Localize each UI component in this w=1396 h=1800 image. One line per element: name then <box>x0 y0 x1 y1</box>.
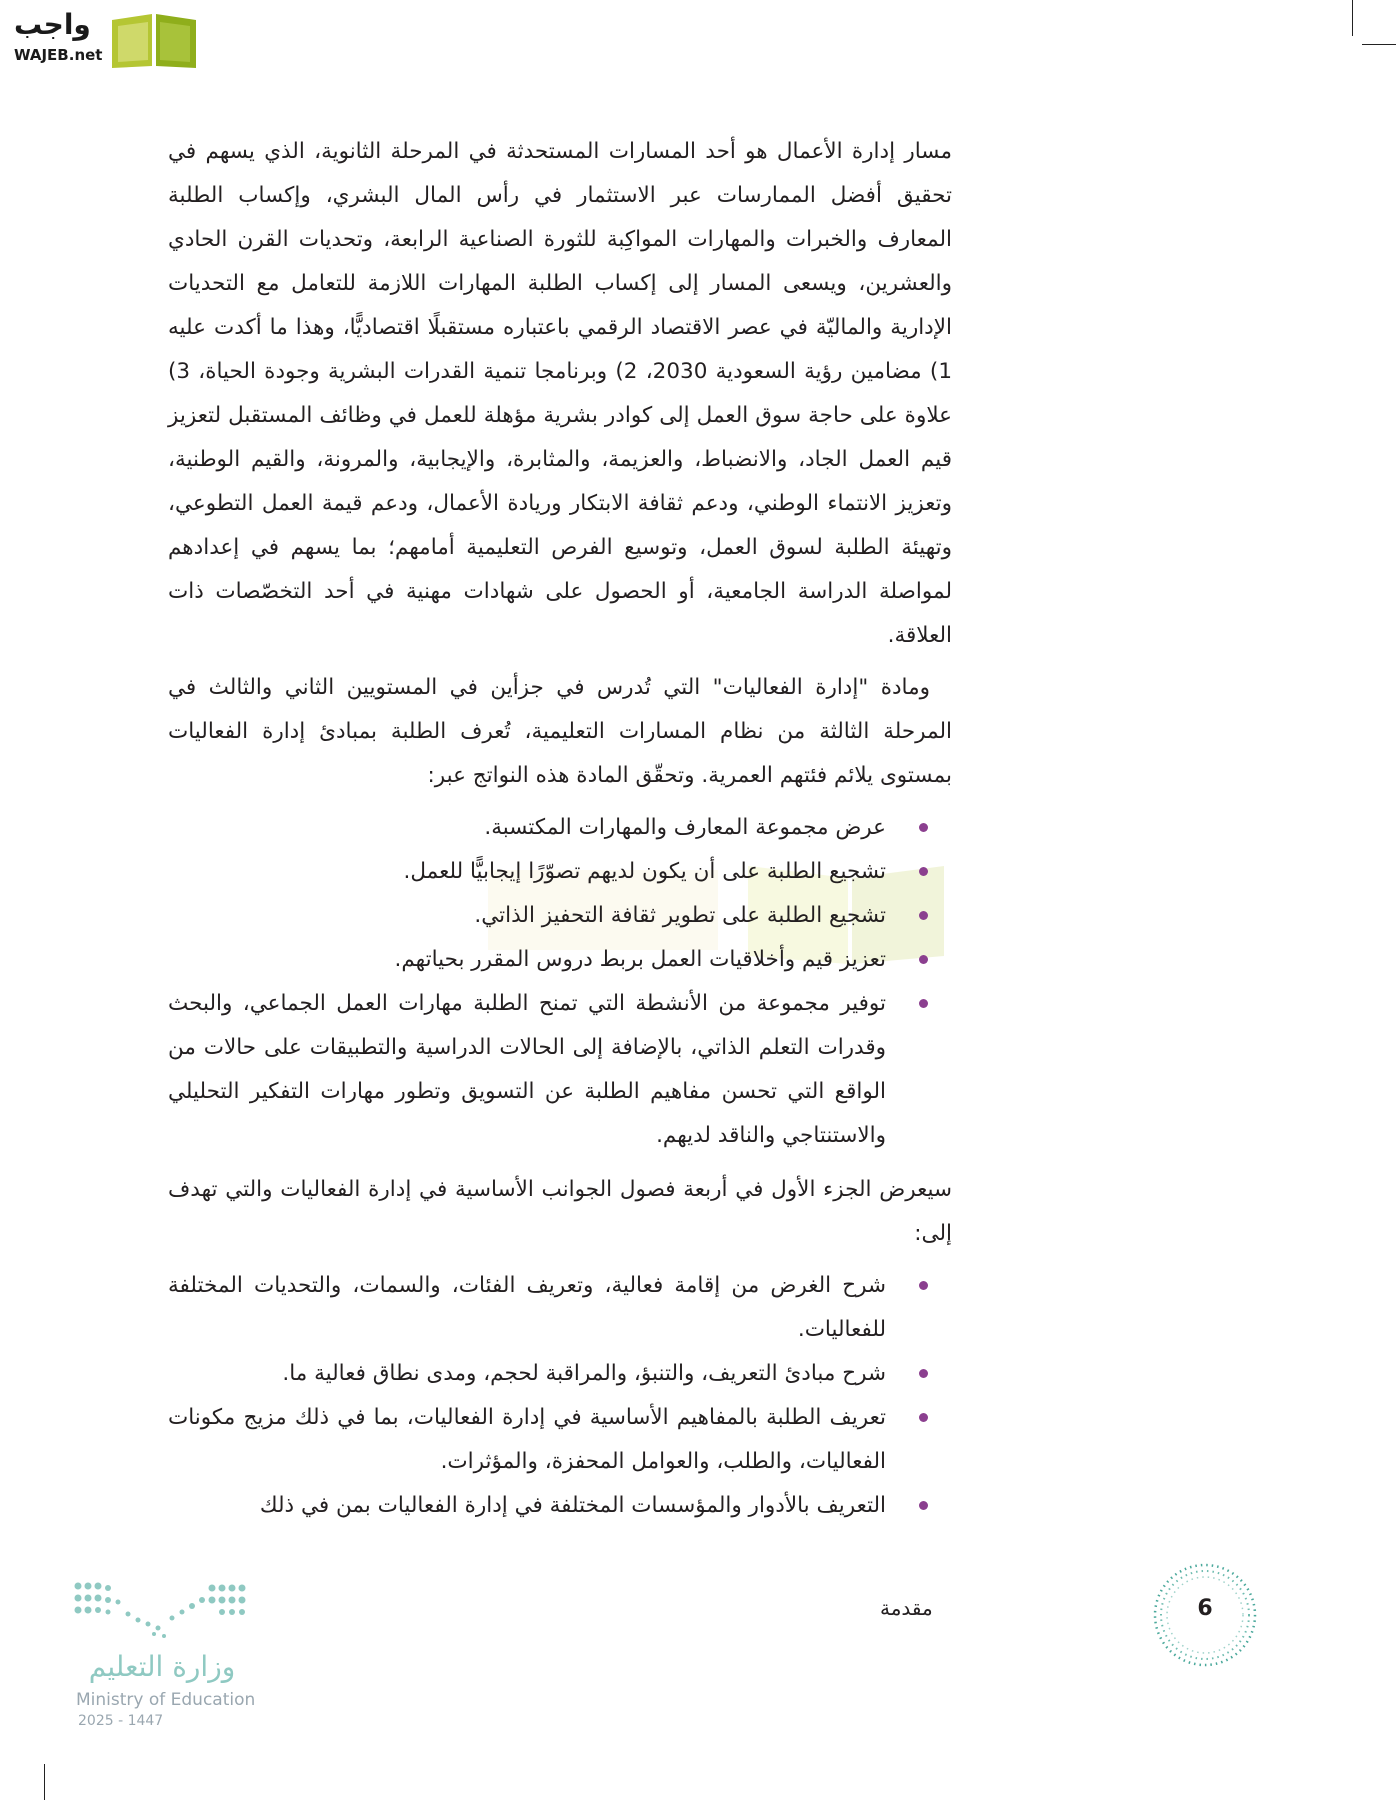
goals-list <box>168 1264 952 1528</box>
list-item: التعريف بالأدوار والمؤسسات المختلفة في إدارة الفعاليات بمن في ذلك <box>168 1484 886 1528</box>
bullet-icon <box>919 1281 928 1290</box>
bullet-icon <box>919 823 928 832</box>
list-item: شرح الغرض من إقامة فعالية، وتعريف الفئات، والسمات، والتحديات المختلفة للفعاليات. <box>168 1264 886 1352</box>
wajeb-logo[interactable] <box>12 8 192 70</box>
crop-mark-bottom <box>44 1764 45 1800</box>
part-one-paragraph: سيعرض الجزء الأول في أربعة فصول الجوانب الأساسية في إدارة الفعاليات والتي تهدف إلى: <box>168 1177 952 1246</box>
list-item: تعزيز قيم وأخلاقيات العمل بربط دروس المقرر بحياتهم. <box>168 938 886 982</box>
bullet-icon <box>919 1369 928 1378</box>
outcomes-list <box>168 806 952 1158</box>
crop-mark-horizontal <box>1362 44 1396 45</box>
list-item: تشجيع الطلبة على تطوير ثقافة التحفيز الذاتي. <box>168 894 886 938</box>
ministry-year: 2025 - 1447 <box>78 1713 164 1729</box>
bullet-icon <box>919 1413 928 1422</box>
list-item: تعريف الطلبة بالمفاهيم الأساسية في إدارة الفعاليات، بما في ذلك مزيج مكونات الفعاليات، والطلب، والعوامل المحفزة، والمؤثرات. <box>168 1396 886 1484</box>
list-item: شرح مبادئ التعريف، والتنبؤ، والمراقبة لحجم، ومدى نطاق فعالية ما. <box>168 1352 886 1396</box>
ministry-logo <box>72 1578 272 1738</box>
ministry-english-name: Ministry of Education <box>76 1690 256 1710</box>
logo-english-text: WAJEB.net <box>14 46 103 64</box>
bullet-icon <box>919 911 928 920</box>
book-icon <box>108 10 200 70</box>
bullet-icon <box>919 867 928 876</box>
subject-paragraph: ومادة "إدارة الفعاليات" التي تُدرس في جزأين في المستويين الثاني والثالث في المرحلة الثالثة من نظام المسارات التعليمية، تُعرف الطلبة بمبادئ إدارة الفعاليات بمستوى يلائم فئتهم العمرية. وتحقّق المادة هذه النواتج عبر: <box>168 675 952 788</box>
section-label: مقدمة <box>880 1596 933 1620</box>
bullet-icon <box>919 999 928 1008</box>
crop-mark-vertical <box>1352 0 1353 36</box>
bullet-icon <box>919 1501 928 1510</box>
list-item: عرض مجموعة المعارف والمهارات المكتسبة. <box>168 806 886 850</box>
ministry-arabic-name: وزارة التعليم <box>88 1650 236 1683</box>
page-number: 6 <box>1197 1596 1213 1621</box>
bullet-icon <box>919 955 928 964</box>
page-body <box>168 130 952 1538</box>
list-item: تشجيع الطلبة على أن يكون لديهم تصوّرًا إيجابيًّا للعمل. <box>168 850 886 894</box>
list-item: توفير مجموعة من الأنشطة التي تمنح الطلبة مهارات العمل الجماعي، والبحث وقدرات التعلم الذاتي، بالإضافة إلى الحالات الدراسية والتطبيقات على حالات من الواقع التي تحسن مفاهيم الطلبة عن التسويق وتطور مهارات التفكير التحليلي والاستنتاجي والناقد لديهم. <box>168 982 886 1158</box>
ministry-dots-icon <box>72 1578 252 1642</box>
intro-paragraph: مسار إدارة الأعمال هو أحد المسارات المستحدثة في المرحلة الثانوية، الذي يسهم في تحقيق أفضل الممارسات عبر الاستثمار في رأس المال البشري، وإكساب الطلبة المعارف والخبرات والمهارات المواكِبة للثورة الصناعية الرابعة، وتحديات القرن الحادي والعشرين، ويسعى المسار إلى إكساب الطلبة المهارات اللازمة للتعامل مع التحديات الإدارية والماليّة في عصر الاقتصاد الرقمي باعتباره مستقبلًا اقتصاديًّا، وهذا ما أكدت عليه 1) مضامين رؤية السعودية 2030، 2) وبرنامجا تنمية القدرات البشرية وجودة الحياة، 3) علاوة على حاجة سوق العمل إلى كوادر بشرية مؤهلة للعمل في وظائف المستقبل لتعزيز قيم العمل الجاد، والانضباط، والعزيمة، والمثابرة، والإيجابية، والمرونة، والقيم الوطنية، وتعزيز الانتماء الوطني، ودعم ثقافة الابتكار وريادة الأعمال، ودعم قيمة العمل التطوعي، وتهيئة الطلبة لسوق العمل، وتوسيع الفرص التعليمية أمامهم؛ بما يسهم في إعدادهم لمواصلة الدراسة الجامعية، أو الحصول على شهادات مهنية في أحد التخصّصات ذات العلاقة. <box>168 139 952 648</box>
logo-arabic-text: واجب <box>14 8 91 41</box>
